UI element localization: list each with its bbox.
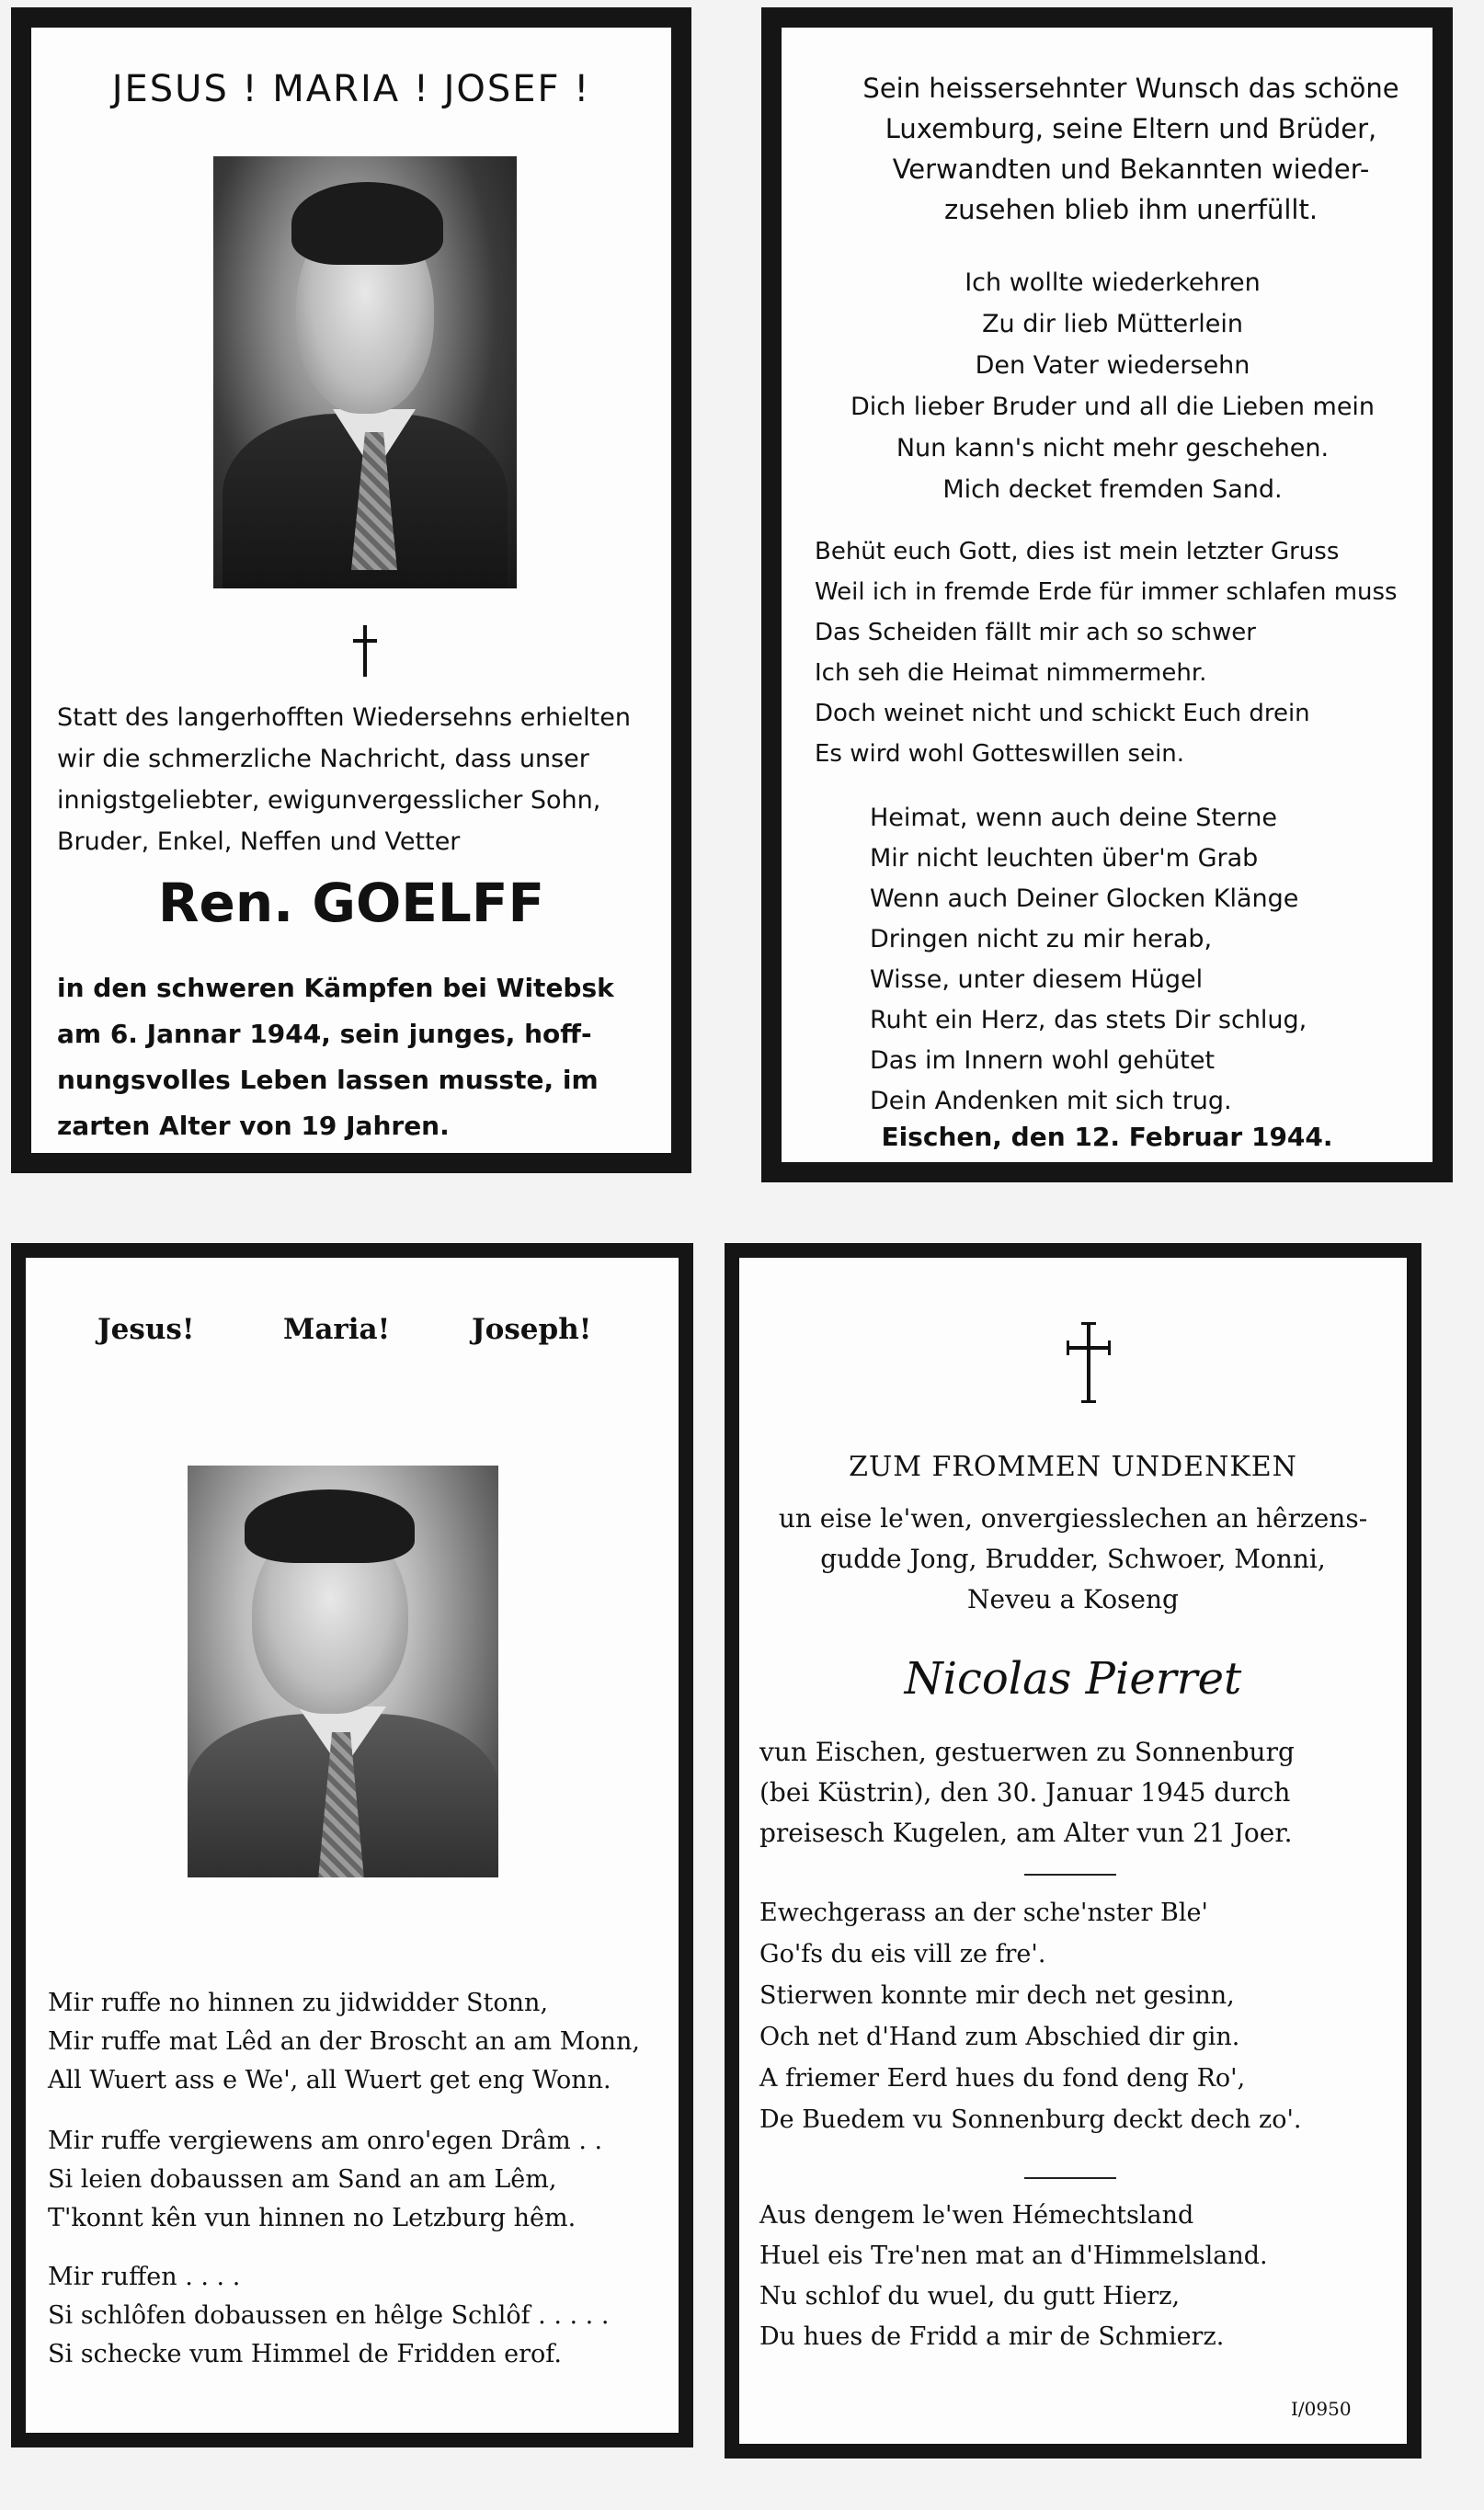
print-code: I/0950: [1291, 2398, 1352, 2420]
text-line: am 6. Jannar 1944, sein junges, hoff-: [57, 1019, 592, 1049]
poem-stanza-2: [815, 531, 1440, 774]
portrait-photo: [213, 156, 517, 588]
text-line: Zu dir lieb Mütterlein: [982, 310, 1243, 338]
cross-icon: [351, 625, 379, 680]
text-line: Neveu a Koseng: [967, 1584, 1179, 1614]
header-word: Joseph!: [472, 1313, 592, 1346]
text-line: Si schecke vum Himmel de Fridden erof.: [48, 2340, 562, 2368]
text-line: in den schweren Kämpfen bei Witebsk: [57, 973, 614, 1003]
text-line: Es wird wohl Gotteswillen sein.: [815, 740, 1185, 768]
text-line: Luxemburg, seine Eltern und Brüder,: [885, 113, 1377, 144]
place-date: Eischen, den 12. Februar 1944.: [881, 1122, 1333, 1152]
text-line: Go'fs du eis vill ze fre'.: [759, 1940, 1046, 1968]
text-line: Du hues de Fridd a mir de Schmierz.: [759, 2322, 1225, 2351]
text-line: Den Vater wiedersehn: [975, 351, 1250, 380]
text-line: innigstgeliebter, ewigunvergesslicher Sohn,: [57, 786, 601, 815]
memorial-card-goelff-back: [761, 7, 1453, 1182]
text-line: Nu schlof du wuel, du gutt Hierz,: [759, 2282, 1181, 2310]
text-line: Ewechgerass an der sche'nster Ble': [759, 1899, 1208, 1927]
poem-stanza-2: [48, 2122, 673, 2238]
text-line: (bei Küstrin), den 30. Januar 1945 durch: [759, 1777, 1291, 1808]
text-line: Statt des langerhofften Wiedersehns erhielten: [57, 703, 631, 732]
text-line: zusehen blieb ihm unerfüllt.: [943, 194, 1318, 225]
intro-text: [837, 68, 1425, 230]
card-title: ZUM FROMMEN UNDENKEN: [849, 1451, 1297, 1483]
text-line: Dein Andenken mit sich trug.: [870, 1087, 1232, 1115]
text-line: preisesch Kugelen, am Alter vun 21 Joer.: [759, 1818, 1293, 1848]
card-header: JESUS ! MARIA ! JOSEF !: [111, 68, 591, 110]
header-word: Jesus!: [97, 1313, 195, 1346]
text-line: Das im Innern wohl gehütet: [870, 1046, 1216, 1075]
memorial-card-goelff-front: [11, 7, 691, 1173]
text-line: Heimat, wenn auch deine Sterne: [870, 804, 1277, 832]
intro-text: [57, 697, 655, 862]
header-word: Maria!: [283, 1313, 391, 1346]
text-line: nungsvolles Leben lassen musste, im: [57, 1065, 599, 1095]
poem-stanza-3: [870, 798, 1421, 1122]
text-line: Sein heissersehnter Wunsch das schöne: [862, 73, 1399, 104]
text-line: Doch weinet nicht und schickt Euch drein: [815, 700, 1310, 727]
death-text: [57, 965, 655, 1149]
text-line: Stierwen konnte mir dech net gesinn,: [759, 1981, 1235, 2010]
text-line: Wisse, unter diesem Hügel: [870, 965, 1204, 994]
text-line: Och net d'Hand zum Abschied dir gin.: [759, 2023, 1240, 2051]
text-line: wir die schmerzliche Nachricht, dass unser: [57, 745, 589, 773]
text-line: Weil ich in fremde Erde für immer schlafen muss: [815, 578, 1398, 606]
text-line: Mir ruffe vergiewens am onro'egen Drâm . .: [48, 2127, 603, 2155]
verse-2: [759, 2196, 1403, 2357]
text-line: Mir ruffe mat Lêd an der Broscht an am Monn,: [48, 2027, 640, 2056]
deceased-name: Nicolas Pierret: [904, 1653, 1242, 1705]
text-line: zarten Alter von 19 Jahren.: [57, 1111, 450, 1141]
text-line: Behüt euch Gott, dies ist mein letzter Gruss: [815, 538, 1340, 565]
text-line: Ich wollte wiederkehren: [965, 268, 1261, 297]
portrait-photo: [188, 1466, 498, 1877]
text-line: Mir nicht leuchten über'm Grab: [870, 844, 1259, 873]
text-line: Wenn auch Deiner Glocken Klänge: [870, 884, 1299, 913]
text-line: Dich lieber Bruder und all die Lieben mein: [850, 393, 1376, 421]
text-line: Bruder, Enkel, Neffen und Vetter: [57, 827, 461, 856]
text-line: Ruht ein Herz, das stets Dir schlug,: [870, 1006, 1307, 1034]
poem-stanza-3: [48, 2258, 673, 2374]
memorial-card-pierret: [725, 1243, 1421, 2459]
poem-stanza-1: [48, 1984, 673, 2100]
verse-1: [759, 1892, 1403, 2140]
text-line: Si schlôfen dobaussen en hêlge Schlôf . . . . .: [48, 2301, 610, 2330]
memorial-card-bottom-left: [11, 1243, 693, 2447]
deceased-name: Ren. GOELFF: [157, 872, 545, 934]
text-line: Mir ruffe no hinnen zu jidwidder Stonn,: [48, 1989, 549, 2017]
text-line: vun Eischen, gestuerwen zu Sonnenburg: [759, 1737, 1295, 1767]
poem-stanza-1: [800, 262, 1425, 510]
text-line: Huel eis Tre'nen mat an d'Himmelsland.: [759, 2242, 1268, 2270]
text-line: All Wuert ass e We', all Wuert get eng Wonn.: [48, 2066, 611, 2094]
text-line: Si leien dobaussen am Sand an am Lêm,: [48, 2165, 557, 2194]
cross-icon: [1061, 1322, 1116, 1405]
text-line: Dringen nicht zu mir herab,: [870, 925, 1213, 953]
death-text: [759, 1732, 1403, 1854]
divider: [1024, 1874, 1116, 1876]
text-line: gudde Jong, Brudder, Schwoer, Monni,: [820, 1544, 1326, 1574]
text-line: Mir ruffen . . . .: [48, 2263, 241, 2291]
text-line: Mich decket fremden Sand.: [942, 475, 1283, 504]
text-line: Verwandten und Bekannten wieder-: [892, 154, 1370, 185]
text-line: Das Scheiden fällt mir ach so schwer: [815, 619, 1256, 646]
text-line: Nun kann's nicht mehr geschehen.: [896, 434, 1330, 462]
divider: [1024, 2177, 1116, 2179]
text-line: Aus dengem le'wen Hémechtsland: [759, 2201, 1194, 2230]
intro-text: [739, 1499, 1407, 1620]
text-line: A friemer Eerd hues du fond deng Ro',: [759, 2064, 1246, 2093]
text-line: De Buedem vu Sonnenburg deckt dech zo'.: [759, 2105, 1302, 2134]
text-line: un eise le'wen, onvergiesslechen an hêrzens-: [778, 1503, 1368, 1534]
text-line: Ich seh die Heimat nimmermehr.: [815, 659, 1207, 687]
text-line: T'konnt kên vun hinnen no Letzburg hêm.: [48, 2204, 576, 2232]
